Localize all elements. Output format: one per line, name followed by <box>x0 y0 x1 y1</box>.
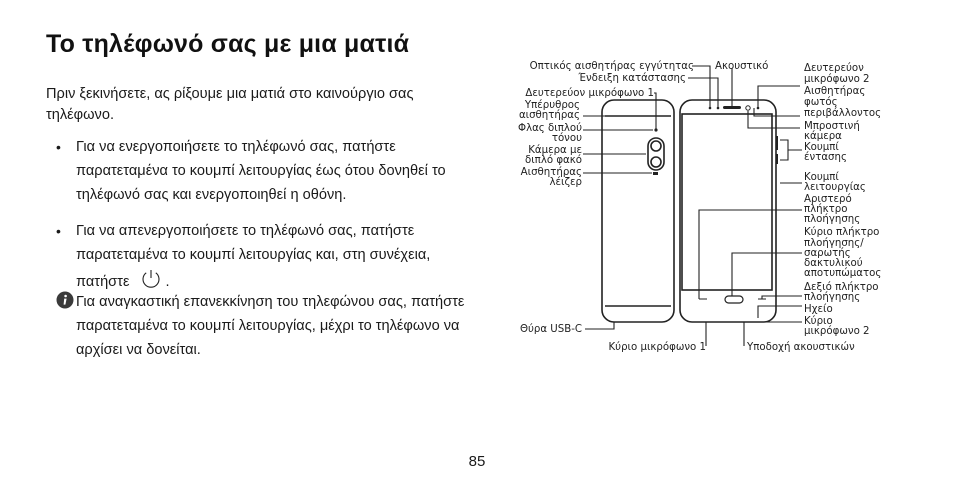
instruction-list <box>56 135 476 309</box>
label-primary-mic-1: Κύριο μικρόφωνο 1 <box>608 342 706 353</box>
label-speaker: Ηχείο <box>804 304 833 315</box>
label-front-camera-line1: Μπροστινή <box>804 121 860 132</box>
label-infrared-line1: Υπέρυθρος <box>524 100 580 111</box>
list-item <box>56 135 476 207</box>
label-volume-line1: Κουμπί <box>804 142 839 153</box>
note-block <box>56 290 496 362</box>
label-usb-port: Θύρα USB-C <box>519 324 582 335</box>
bullet-suffix: . <box>165 273 170 290</box>
label-primary-mic-2-line1: Κύριο <box>804 316 833 327</box>
diagram-labels <box>518 60 881 353</box>
label-secondary-mic-1: Δευτερεύον μικρόφωνο 1 <box>525 88 654 99</box>
label-primary-mic-2-line2: μικρόφωνο 2 <box>804 326 870 337</box>
label-home-key-line1: Κύριο πλήκτρο <box>804 227 880 238</box>
label-left-nav-line3: πλοήγησης <box>804 214 861 225</box>
label-volume-line2: έντασης <box>804 152 847 163</box>
phone-diagram <box>496 50 896 360</box>
list-item <box>56 219 476 297</box>
label-power-line1: Κουμπί <box>804 172 839 183</box>
page-title: Το τηλέφωνό σας με μια ματιά <box>46 30 410 58</box>
label-home-key-line2: πλοήγησης/ <box>804 238 864 249</box>
phone-back <box>602 100 674 322</box>
label-power-line2: λειτουργίας <box>804 182 866 193</box>
info-icon <box>56 291 74 317</box>
bullet-text: Για να απενεργοποιήσετε το τηλέφωνό σας, πατήστε παρατεταμένα το κουμπί λειτουργίας και, στη συνέχεια, πατήστε <box>76 223 431 290</box>
label-headset-jack: Υποδοχή ακουστικών <box>747 342 855 353</box>
label-right-nav-line2: πλοήγησης <box>804 292 861 303</box>
label-front-camera-line2: κάμερα <box>804 131 842 142</box>
label-home-key-line4: δακτυλικού <box>804 258 863 269</box>
label-flash-line2: τόνου <box>551 133 582 144</box>
label-status-indicator: Ένδειξη κατάστασης <box>578 73 686 84</box>
label-dual-camera-line2: διπλό φακό <box>525 155 582 166</box>
bullet-text: Για να ενεργοποιήσετε το τηλέφωνό σας, πατήστε παρατεταμένα το κουμπί λειτουργίας έως ότου δονηθεί το τηλέφωνό σας και ενεργοποιηθεί η οθόνη. <box>76 139 446 203</box>
note-text: Για αναγκαστική επανεκκίνηση του τηλεφώνου σας, πατήστε παρατεταμένα το κουμπί λειτουργίας, μέχρι το τηλέφωνο να αρχίσει να δονείται. <box>76 294 465 358</box>
intro-text: Πριν ξεκινήσετε, ας ρίξουμε μια ματιά στο καινούργιο σας τηλέφωνο. <box>46 86 414 123</box>
label-left-nav-line2: πλήκτρο <box>804 204 848 215</box>
label-laser-line1: Αισθητήρας <box>520 167 582 178</box>
label-right-nav-line1: Δεξιό πλήκτρο <box>804 282 879 293</box>
label-ambient-light-line2: φωτός <box>804 97 838 108</box>
label-proximity-sensor: Οπτικός αισθητήρας εγγύτητας <box>529 61 694 72</box>
label-ambient-light-line3: περιβάλλοντος <box>804 108 882 119</box>
label-secondary-mic-2-line1: Δευτερεύον <box>804 63 864 74</box>
label-ambient-light-line1: Αισθητήρας <box>804 86 866 97</box>
label-secondary-mic-2-line2: μικρόφωνο 2 <box>804 74 870 85</box>
label-infrared-line2: αισθητήρας <box>518 110 580 121</box>
label-flash-line1: Φλας διπλού <box>518 123 582 134</box>
label-home-key-line3: σαρωτής <box>804 248 851 259</box>
label-laser-line2: λέιζερ <box>549 177 582 188</box>
bullet-icon: • <box>56 223 61 239</box>
bullet-icon: • <box>56 139 61 155</box>
label-left-nav-line1: Αριστερό <box>804 194 852 205</box>
label-home-key-line5: αποτυπώματος <box>804 268 882 279</box>
phone-front <box>680 100 778 322</box>
leader-lines <box>583 66 802 346</box>
label-earpiece: Ακουστικό <box>715 61 769 72</box>
label-dual-camera-line1: Κάμερα με <box>528 145 582 156</box>
page-number: 85 <box>468 453 486 470</box>
